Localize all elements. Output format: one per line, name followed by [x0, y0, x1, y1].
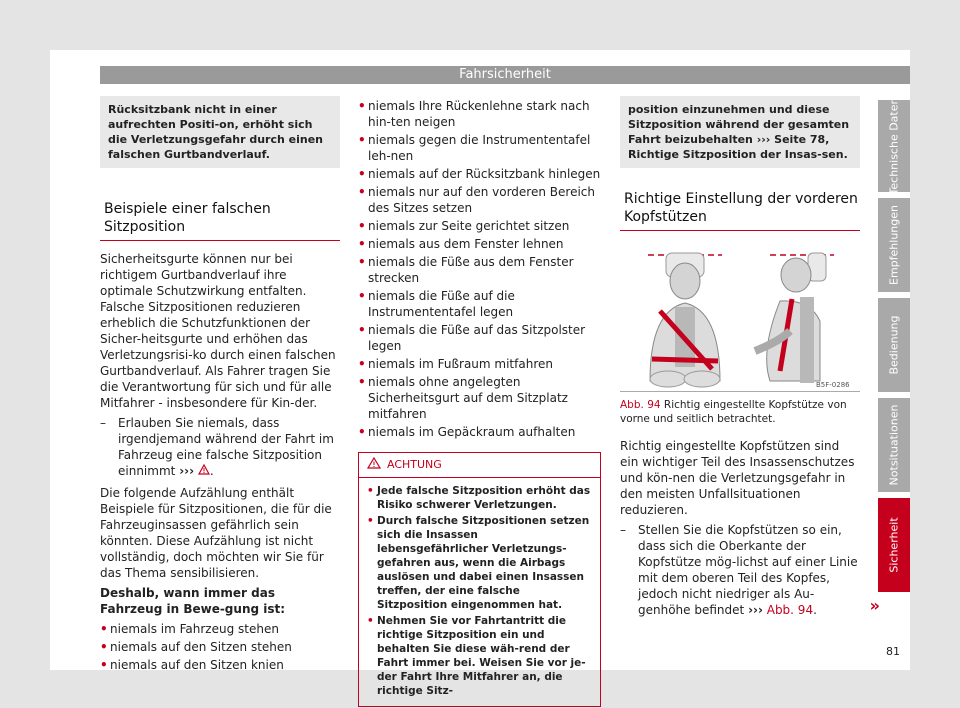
section-heading-wrong-position: Beispiele einer falschen Sitzposition — [100, 200, 340, 241]
list-item: • niemals gegen die Instrumententafel leh-nen — [358, 133, 591, 163]
warning-item: • Nehmen Sie vor Fahrtantritt die richtige Sitzposition ein und behalten Sie diese wäh-rend der Fahrt immer bei. Weisen Sie vor je-der Fahrt Ihre Mitfahrer an, die richtige Sitz- — [367, 615, 586, 697]
tab-notsituationen[interactable]: Notsituationen — [878, 398, 910, 492]
tab-technische-daten[interactable]: Technische Daten — [878, 100, 910, 192]
headrest-paragraph: Richtig eingestellte Kopfstützen sind ein wichtiger Teil des Insassenschutzes und kön-nen die Verletzungsgefahr in den meisten Unfallsituationen reduzieren. — [620, 439, 855, 517]
cross-ref-link[interactable]: ››› Seite 78, Richtige Sitzposition der Insas-sen. — [628, 133, 848, 161]
instruction-item: – Stellen Sie die Kopfstützen so ein, dass sich die Oberkante der Kopfstütze mög-lichst auf einer Linie mit dem oberen Teil des Kopfes, jedoch nicht niedriger als Au-genhöhe befindet ››› Abb. 94. — [620, 523, 858, 617]
figure-ref-link[interactable]: Abb. 94 — [766, 603, 814, 617]
cross-ref-arrow[interactable]: ››› — [179, 464, 195, 478]
column-middle — [358, 96, 601, 707]
warning-item: • Durch falsche Sitzpositionen setzen sich die Insassen lebensgefährlicher Verletzungs-gefahren aus, wenn die Airbags auslösen und dabei einen Insassen treffen, der eine falsche Sitzposition eingenommen hat. — [367, 515, 590, 611]
warning-title: ACHTUNG — [387, 458, 442, 471]
dash-marker: – — [100, 416, 106, 430]
bullet-list-left — [100, 621, 340, 673]
continued-notice: Rücksitzbank nicht in einer aufrechten Positi-on, erhöht sich die Verletzungsgefahr durch einen falschen Gurtbandverlauf. — [100, 96, 340, 168]
list-item: • niemals die Füße auf das Sitzpolster legen — [358, 323, 586, 353]
continued-warning: position einzunehmen und diese Sitzposition während der gesamten Fahrt beizubehalten ››› Seite 78, Richtige Sitzposition der Insas-sen. — [620, 96, 860, 168]
tab-empfehlungen[interactable]: Empfehlungen — [878, 198, 910, 292]
list-item: • niemals die Füße auf die Instrumententafel legen — [358, 289, 515, 319]
column-left — [100, 96, 340, 675]
section-heading-headrest: Richtige Einstellung der vorderen Kopfstützen — [620, 190, 860, 231]
list-item: • niemals Ihre Rückenlehne stark nach hin-ten neigen — [358, 99, 590, 129]
bullet-list-middle — [358, 98, 601, 440]
list-item: • niemals im Fahrzeug stehen — [100, 622, 279, 636]
examples-paragraph: Die folgende Aufzählung enthält Beispiele für Sitzpositionen, die für die Fahrzeuginsassen gefährlich sein könnten. Diese Aufzählung ist nicht vollständig, doch möchten wir Sie für das Thema sensibilisieren. — [100, 486, 332, 580]
figure-caption-text: Richtig eingestellte Kopfstütze von vorne und seitlich betrachtet. — [620, 399, 847, 425]
bold-lead: Deshalb, wann immer das Fahrzeug in Bewe-gung ist: — [100, 586, 286, 616]
warning-item: • Jede falsche Sitzposition erhöht das Risiko schwerer Verletzungen. — [367, 485, 591, 511]
list-item: • niemals im Gepäckraum aufhalten — [358, 425, 576, 439]
tab-sicherheit[interactable]: Sicherheit — [878, 498, 910, 592]
list-item: • niemals im Fußraum mitfahren — [358, 357, 553, 371]
list-item: • niemals nur auf den vorderen Bereich des Sitzes setzen — [358, 185, 595, 215]
figure-label: Abb. 94 — [620, 399, 661, 411]
headrest-illustration — [620, 241, 860, 391]
intro-paragraph: Sicherheitsgurte können nur bei richtigem Gurtbandverlauf ihre optimale Schutzwirkung entfalten. Falsche Sitzpositionen reduzieren erheblich die Schutzfunktionen der Sicher-heitsgurte und erhöhen das Verletzungsrisi-ko durch einen falschen Gurtbandverlauf. Als Fahrer tragen Sie die Verantwortung für sich und für alle Mitfahrer - insbesondere für Kin-der. — [100, 252, 336, 410]
cross-ref-arrow[interactable]: ››› — [748, 603, 763, 617]
page-number: 81 — [886, 645, 900, 658]
continued-arrow-icon: » — [869, 596, 880, 615]
list-item: • niemals auf den Sitzen knien — [100, 658, 284, 672]
list-item: • niemals die Füße aus dem Fenster strecken — [358, 255, 574, 285]
warning-header — [359, 453, 600, 478]
list-item: • niemals aus dem Fenster lehnen — [358, 237, 564, 251]
warning-box — [358, 452, 601, 707]
instruction-item: – Erlauben Sie niemals, dass irgendjemand während der Fahrt im Fahrzeug eine falsche Sitzposition einnimmt ››› . — [100, 416, 334, 478]
warning-triangle-icon — [198, 464, 210, 478]
list-item: • niemals ohne angelegten Sicherheitsgurt auf dem Sitzplatz mitfahren — [358, 375, 568, 421]
figure-caption — [620, 398, 860, 426]
manual-page — [50, 50, 910, 697]
column-right — [620, 96, 880, 625]
list-item: • niemals auf der Rücksitzbank hinlegen — [358, 167, 601, 181]
list-item: • niemals zur Seite gerichtet sitzen — [358, 219, 570, 233]
warning-body — [359, 478, 600, 706]
figure-headrest — [620, 241, 860, 392]
tab-bedienung[interactable]: Bedienung — [878, 298, 910, 392]
dash-marker: – — [620, 523, 626, 537]
section-header: Fahrsicherheit — [100, 66, 910, 84]
figure-code: B5F-0286 — [816, 381, 850, 389]
list-item: • niemals auf den Sitzen stehen — [100, 640, 292, 654]
warning-triangle-icon — [367, 457, 381, 474]
